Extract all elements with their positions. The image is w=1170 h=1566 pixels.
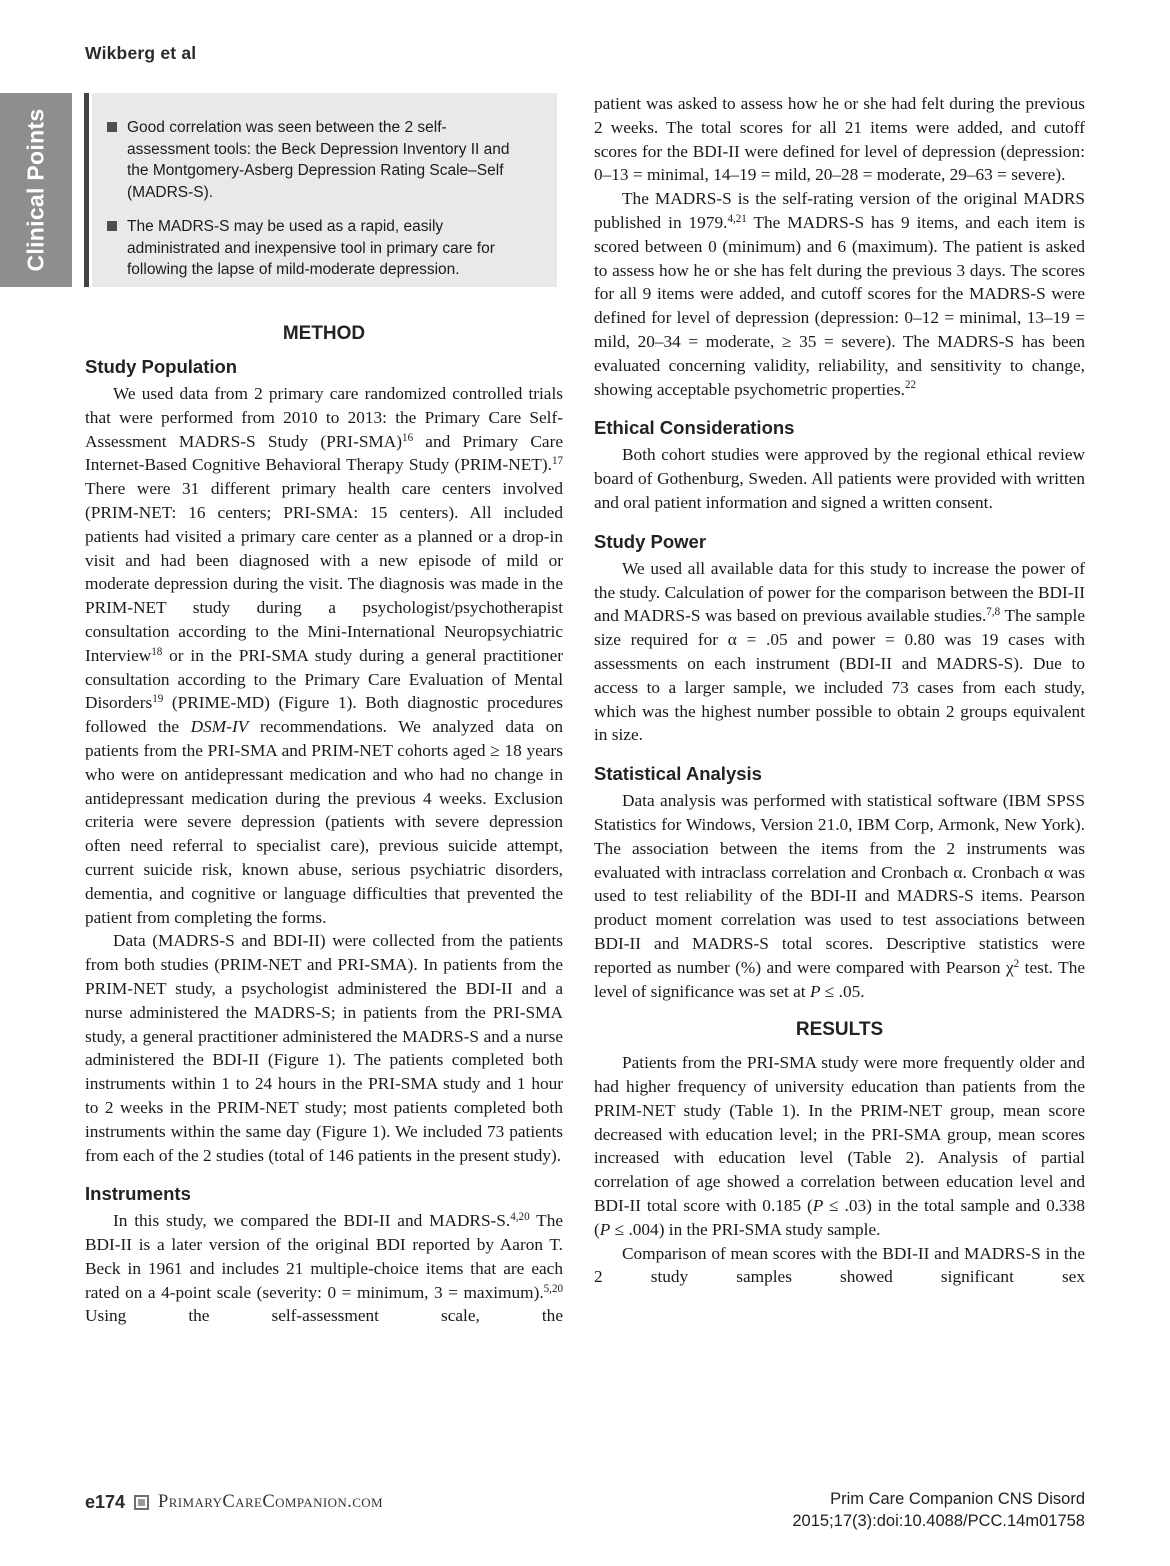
- statistical-analysis-heading: Statistical Analysis: [594, 763, 762, 785]
- right-column: [594, 92, 1085, 1289]
- left-column: [85, 322, 563, 1328]
- footer-left: [85, 1492, 383, 1513]
- paragraph: Data (MADRS-S and BDI-II) were collected from the patients from both studies (PRIM-NET and PRI-SMA). In patients from the PRIM-NET study, a psychologist administered the BDI-II and a nurse administered the MADRS-S; in patients from the PRI-SMA study, a general practitioner administered the MADRS-S and a nurse administered the BDI-II (Figure 1). The patients completed both instruments within 1 to 24 hours in the PRI-SMA study and 1 hour to 2 weeks in the PRIM-NET study; most patients completed both instruments within the same day (Figure 1). We included 73 patients from each of the 2 studies (total of 146 patients in the present study).: [85, 931, 563, 1165]
- paragraph: We used data from 2 primary care randomized controlled trials that were performed from 2010 to 2013: the Primary Care Self-Assessment MADRS-S Study $(PRI-SMA)^{16}$ and Primary Care Internet-Based Cognitive Behavioral Therapy Study (PRIM-NET).$^{17}$ There were 31 different primary health care centers involved (PRIM-NET: 16 centers; PRI-SMA: 15 centers). All included patients had visited a primary care center as a planned or a drop-in visit and had been diagnosed with a new episode of mild or moderate depression during the visit. The diagnosis was made in the PRIM-NET study during a psychologist/psychotherapist consultation according to the Mini-International Neuropsychiatric Interview$^{18}$ or in the PRI-SMA study during a general practitioner consultation according to the Primary Care Evaluation of Mental Disorders$^{19}$ (PRIME-MD) (Figure 1). Both diagnostic procedures followed the DSM-IV recommendations. We analyzed data on patients from the PRI-SMA and PRIM-NET cohorts aged ≥ 18 years who were on antidepressant medication and who had no change in antidepressant medication during the previous 4 weeks. Exclusion criteria were severe depression (patients with severe depression often need referral to specialist care), previous suicide attempt, current suicide risk, known abuse, serious psychiatric disorders, dementia, and cognitive or language difficulties that prevented the patient from completing the forms.: [85, 384, 563, 927]
- paragraph: Data analysis was performed with statistical software (IBM SPSS Statistics for Windows, Version 21.0, IBM Corp, Armonk, New York). The association between the items from the 2 instruments was evaluated with intraclass correlation and Cronbach α. Cronbach α was used to test reliability of the BDI-II and MADRS-S items. Pearson product moment correlation was used to test associations between BDI-II and MADRS-S total scores. Descriptive statistics were reported as number (%) and were compared with Pearson $\chi^2$ test. The level of significance was set at P ≤ .05.: [594, 791, 1085, 1001]
- instruments-heading: Instruments: [85, 1183, 191, 1205]
- clinical-point-item: [107, 117, 529, 203]
- clinical-point-item: [107, 216, 529, 281]
- ethical-considerations-heading: Ethical Considerations: [594, 417, 795, 439]
- page-number: e174: [85, 1492, 126, 1512]
- clinical-point-text: Good correlation was seen between the 2 self-assessment tools: the Beck Depression Inventory II and the Montgomery-Asberg Depression Rating Scale–Self (MADRS-S).: [127, 119, 510, 201]
- paragraph: Both cohort studies were approved by the regional ethical review board of Gothenburg, Sweden. All patients were provided with written and oral patient information and signed a written consent.: [594, 445, 1085, 512]
- paragraph: Comparison of mean scores with the BDI-II and MADRS-S in the 2 study samples showed significant sex: [594, 1243, 1085, 1287]
- clinical-point-text: The MADRS-S may be used as a rapid, easily administrated and inexpensive tool in primary care for following the lapse of mild-moderate depression.: [127, 218, 495, 278]
- paragraph: Patients from the PRI-SMA study were more frequently older and had higher frequency of university education than patients from the PRIM-NET study (Table 1). In the PRIM-NET group, mean score decreased with education level; in the PRI-SMA group, mean scores increased with education level (Table 2). Analysis of partial correlation of age showed a correlation between education level and BDI-II total score with 0.185 (P ≤ .03) in the total sample and 0.338 (P ≤ .004) in the PRI-SMA study sample.: [594, 1053, 1085, 1239]
- clinical-points-rule: [84, 93, 89, 287]
- running-head: Wikberg et al: [85, 43, 197, 63]
- journal-website: PrimaryCareCompanion.com: [158, 1492, 384, 1512]
- paragraph: patient was asked to assess how he or she had felt during the previous 2 weeks. The total scores for all 21 items were added, and cutoff scores for the BDI-II were defined for level of depression (depression: 0–13 = minimal, 14–19 = mild, 20–28 = moderate, 29–63 = severe).: [594, 94, 1085, 185]
- clinical-points-label: Clinical Points: [22, 108, 49, 272]
- journal-name: Prim Care Companion CNS Disord: [830, 1490, 1085, 1508]
- method-section-title: METHOD: [282, 323, 366, 344]
- footer-citation: [792, 1489, 1085, 1532]
- paragraph: We used all available data for this study to increase the power of the study. Calculation of power for the comparison between the BDI-II and MADRS-S was based on previous available studies.$^{7,8}$ The sample size required for α = .05 and power = 0.80 was 19 cases with assessments on each instrument (BDI-II and MADRS-S). Due to access to a larger sample, we included 73 cases from each study, which was the highest number possible to obtain 2 groups equivalent in size.: [594, 558, 1085, 745]
- clinical-points-sidebar: [0, 93, 72, 287]
- paragraph: In this study, we compared the BDI-II and MADRS-S.$^{4,20}$ The BDI-II is a later version of the original BDI reported by Aaron T. Beck in 1961 and includes 21 multiple-choice items that are each rated on a 4-point scale (severity: 0 = minimum, 3 = maximum).$^{5,20}$ Using the self-assessment scale, the: [85, 1211, 564, 1326]
- study-power-heading: Study Power: [594, 530, 707, 552]
- paragraph: The MADRS-S is the self-rating version of the original MADRS published in 1979.$^{4,21}$ The MADRS-S has 9 items, and each item is scored between 0 (minimum) and 6 (maximum). The patient is asked to assess how he or she has felt during the previous 3 days. The scores for all 9 items were added, and cutoff scores for the MADRS-S were defined for level of depression (depression: 0–12 = minimal, 13–19 = mild, 20–34 = moderate, ≥ 35 = severe). The MADRS-S has been evaluated concerning validity, reliability, and sensitivity to change, showing acceptable psychometric properties.$^{22}$: [594, 189, 1085, 399]
- journal-doi: 2015;17(3):doi:10.4088/PCC.14m01758: [792, 1511, 1085, 1530]
- clinical-points-box: [92, 93, 557, 287]
- study-population-heading: Study Population: [85, 356, 238, 377]
- bullet-square-icon: [107, 221, 117, 231]
- bullet-square-icon: [107, 122, 117, 132]
- journal-logo-icon: [134, 1495, 149, 1510]
- results-section-title: RESULTS: [795, 1019, 884, 1041]
